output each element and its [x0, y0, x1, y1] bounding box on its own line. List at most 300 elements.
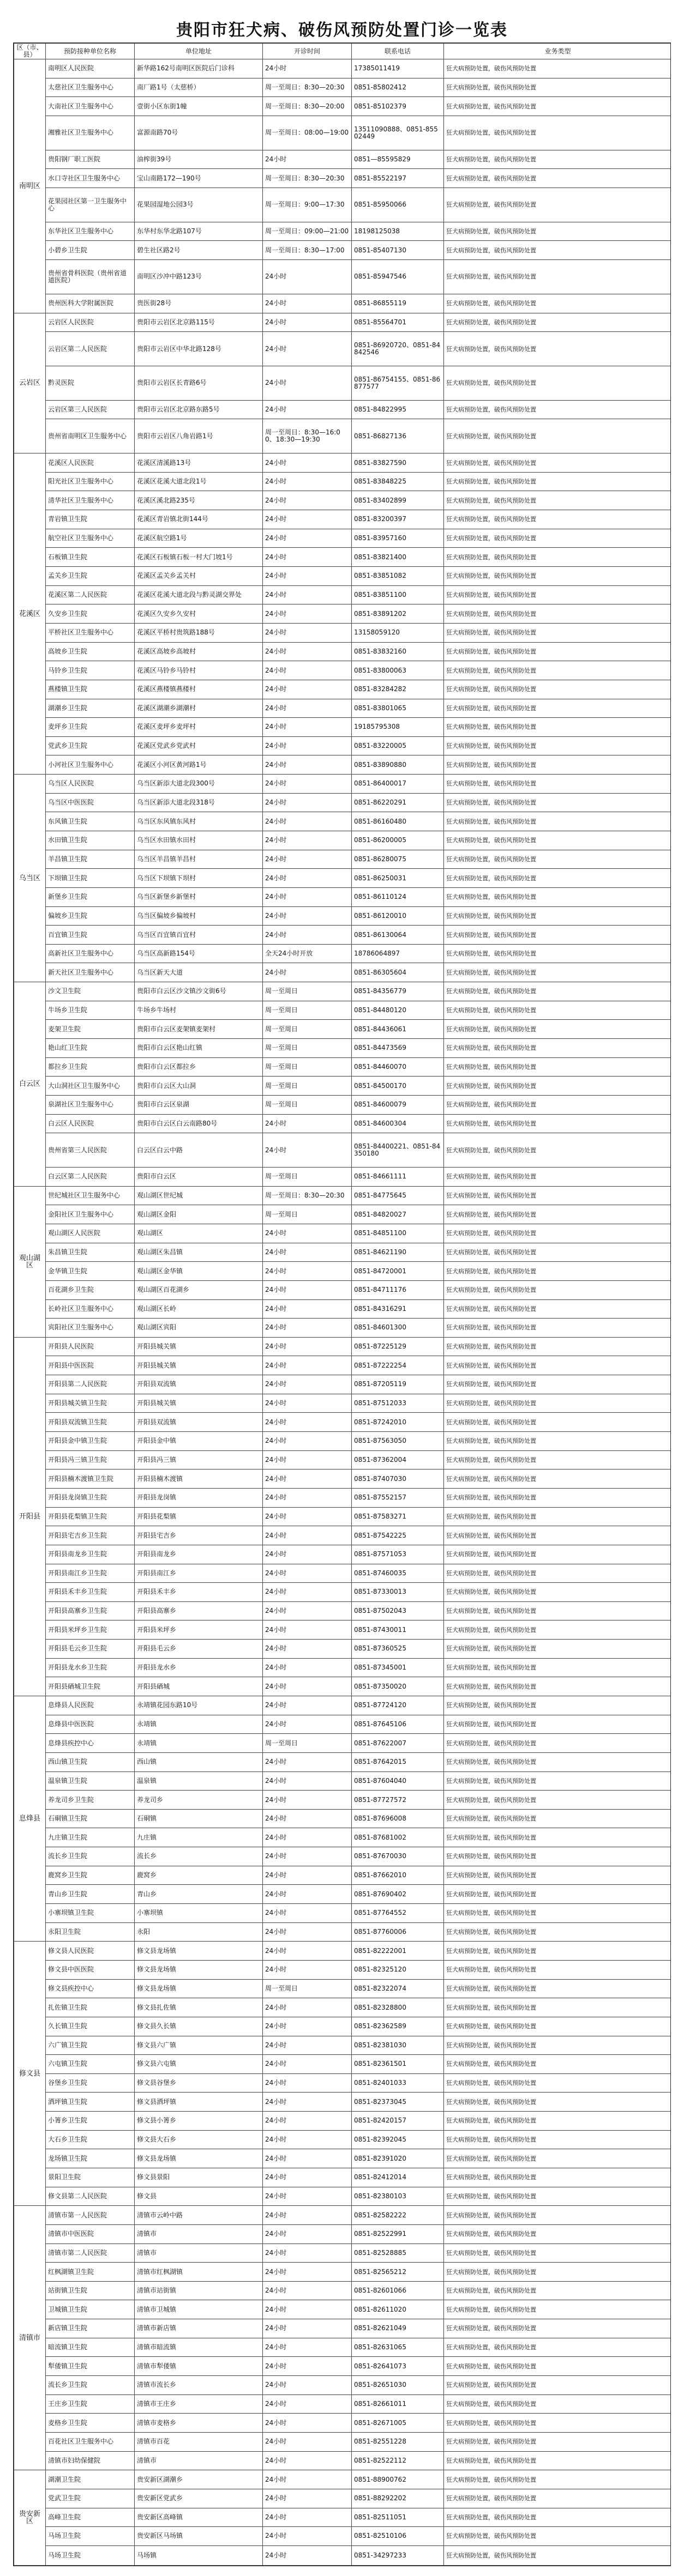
cell-address: 修文县景阳: [135, 2168, 263, 2187]
cell-open-hours: 全天24小时开放: [263, 944, 352, 963]
table-row: [14, 963, 671, 982]
cell-phone: 0851-84822995: [352, 400, 444, 419]
table-row: [14, 718, 671, 737]
cell-phone: 0851-87760006: [352, 1922, 444, 1942]
cell-address: 南厂路1号（太慈桥）: [135, 78, 263, 97]
cell-service-type: 狂犬病预防处置，破伤风预防处置: [444, 812, 671, 831]
cell-open-hours: 24小时: [263, 294, 352, 313]
cell-unit-name: 麦格乡卫生院: [46, 2414, 135, 2433]
table-row: [14, 1168, 671, 1187]
cell-phone: 0851-83827590: [352, 453, 444, 473]
cell-service-type: 狂犬病预防处置，破伤风预防处置: [444, 2224, 671, 2244]
cell-unit-name: 观山湖区人民医院: [46, 1224, 135, 1243]
cell-unit-name: 青山乡卫生院: [46, 1885, 135, 1904]
cell-address: 乌当区东风镇东风村: [135, 812, 263, 831]
cell-open-hours: 24小时: [263, 775, 352, 794]
table-row: [14, 1526, 671, 1545]
cell-open-hours: 周一至周日: [263, 982, 352, 1001]
cell-unit-name: 开阳县楠木渡镇卫生院: [46, 1470, 135, 1489]
cell-open-hours: 24小时: [263, 718, 352, 737]
table-row: [14, 2281, 671, 2300]
cell-open-hours: 24小时: [263, 2168, 352, 2187]
cell-unit-name: 开阳县龙水乡卫生院: [46, 1658, 135, 1677]
cell-unit-name: 养龙司乡卫生院: [46, 1791, 135, 1810]
cell-unit-name: 站街镇卫生院: [46, 2281, 135, 2300]
cell-service-type: 狂犬病预防处置，破伤风预防处置: [444, 1356, 671, 1375]
cell-service-type: 狂犬病预防处置，破伤风预防处置: [444, 59, 671, 78]
cell-open-hours: 24小时: [263, 2338, 352, 2357]
cell-open-hours: 24小时: [263, 2055, 352, 2074]
cell-address: 小寨坝镇: [135, 1904, 263, 1923]
cell-phone: 0851-82362589: [352, 2017, 444, 2036]
cell-service-type: 狂犬病预防处置，破伤风预防处置: [444, 1057, 671, 1077]
cell-open-hours: 24小时: [263, 1133, 352, 1168]
cell-open-hours: 24小时: [263, 585, 352, 604]
table-row: [14, 2300, 671, 2319]
cell-unit-name: 开阳县毛云乡卫生院: [46, 1640, 135, 1659]
table-row: [14, 2357, 671, 2376]
cell-unit-name: 高峰卫生院: [46, 2508, 135, 2527]
cell-phone: 0851-82551228: [352, 2432, 444, 2451]
cell-phone: 0851-86920720、0851-84842546: [352, 332, 444, 366]
cell-address: 开阳县金中镇: [135, 1432, 263, 1451]
cell-address: 贵阳市白云区大山洞: [135, 1077, 263, 1096]
cell-address: 观山湖区金华镇: [135, 1262, 263, 1281]
cell-address: 永靖镇花园东路10号: [135, 1696, 263, 1715]
table-row: [14, 1095, 671, 1114]
cell-service-type: 狂犬病预防处置，破伤风预防处置: [444, 2319, 671, 2338]
cell-address: 贵阳市云岩区中华北路128号: [135, 332, 263, 366]
cell-open-hours: 24小时: [263, 2187, 352, 2206]
cell-service-type: 狂犬病预防处置，破伤风预防处置: [444, 926, 671, 945]
cell-open-hours: 24小时: [263, 2527, 352, 2546]
cell-address: 开阳县楠木渡镇: [135, 1470, 263, 1489]
cell-open-hours: 24小时: [263, 2394, 352, 2414]
cell-address: 开阳县城关镇: [135, 1356, 263, 1375]
cell-address: 乌当区偏坡乡偏坡村: [135, 906, 263, 926]
cell-address: 永靖镇: [135, 1715, 263, 1734]
cell-address: 白云区白云中路: [135, 1133, 263, 1168]
cell-unit-name: 白云区人民医院: [46, 1114, 135, 1133]
cell-address: 开阳县硒城: [135, 1677, 263, 1696]
table-row: [14, 116, 671, 150]
cell-phone: 0851-87430011: [352, 1620, 444, 1640]
cell-phone: 0851-84356779: [352, 982, 444, 1001]
cell-open-hours: 24小时: [263, 1696, 352, 1715]
cell-service-type: 狂犬病预防处置，破伤风预防处置: [444, 2093, 671, 2112]
cell-phone: 0851-82392045: [352, 2130, 444, 2149]
cell-unit-name: 息烽县疾控中心: [46, 1734, 135, 1753]
cell-phone: 0851-85522197: [352, 169, 444, 188]
cell-unit-name: 开阳县宅吉乡卫生院: [46, 1526, 135, 1545]
cell-phone: 0851-84775645: [352, 1186, 444, 1205]
cell-address: 花溪区麦坪乡麦坪村: [135, 718, 263, 737]
cell-unit-name: 开阳县龙岗镇卫生院: [46, 1488, 135, 1507]
table-row: [14, 2093, 671, 2112]
table-row: [14, 944, 671, 963]
table-row: [14, 241, 671, 260]
cell-open-hours: 24小时: [263, 1620, 352, 1640]
cell-service-type: 狂犬病预防处置，破伤风预防处置: [444, 1432, 671, 1451]
cell-unit-name: 百花湖乡卫生院: [46, 1280, 135, 1299]
table-row: [14, 169, 671, 188]
table-row: [14, 1020, 671, 1039]
table-row: [14, 2206, 671, 2225]
cell-open-hours: 24小时: [263, 491, 352, 510]
cell-service-type: 狂犬病预防处置，破伤风预防处置: [444, 718, 671, 737]
table-row: [14, 1205, 671, 1224]
cell-address: 修文县六广镇: [135, 2036, 263, 2055]
header-unit-name: 预防接种单位名称: [46, 44, 135, 59]
table-row: [14, 1114, 671, 1133]
cell-open-hours: 24小时: [263, 313, 352, 332]
cell-unit-name: 党武乡卫生院: [46, 736, 135, 755]
cell-address: 修文县小箐乡: [135, 2112, 263, 2131]
cell-address: 石硐镇: [135, 1809, 263, 1828]
cell-open-hours: 24小时: [263, 332, 352, 366]
cell-open-hours: 周一至周日: [263, 1001, 352, 1020]
cell-address: 开阳县高寨乡: [135, 1601, 263, 1620]
cell-open-hours: 24小时: [263, 604, 352, 624]
cell-service-type: 狂犬病预防处置，破伤风预防处置: [444, 1095, 671, 1114]
cell-unit-name: 乌当区中医医院: [46, 793, 135, 812]
cell-address: 永阳: [135, 1922, 263, 1942]
cell-phone: 0851-84480120: [352, 1001, 444, 1020]
cell-phone: 0851-82380103: [352, 2187, 444, 2206]
table-row: [14, 419, 671, 453]
cell-open-hours: 24小时: [263, 529, 352, 548]
cell-unit-name: 修文县中医医院: [46, 1960, 135, 1979]
table-row: [14, 623, 671, 642]
table-row: [14, 472, 671, 491]
cell-address: 开阳县禾丰乡: [135, 1583, 263, 1602]
cell-address: 乌当区新添大道北段300号: [135, 775, 263, 794]
table-row: [14, 491, 671, 510]
cell-phone: 0851-82631065: [352, 2338, 444, 2357]
cell-unit-name: 青岩镇卫生院: [46, 510, 135, 529]
table-row: [14, 1337, 671, 1356]
cell-open-hours: 周一至周日: [263, 1734, 352, 1753]
cell-unit-name: 羊昌镇卫生院: [46, 850, 135, 869]
cell-address: 乌当区新添大道北段318号: [135, 793, 263, 812]
cell-open-hours: 24小时: [263, 1488, 352, 1507]
cell-address: 花溪区清溪路13号: [135, 453, 263, 473]
cell-unit-name: 开阳县米坪乡卫生院: [46, 1620, 135, 1640]
cell-unit-name: 水田镇卫生院: [46, 831, 135, 850]
cell-unit-name: 偏坡乡卫生院: [46, 906, 135, 926]
cell-phone: 0851-86250031: [352, 869, 444, 888]
cell-address: 花溪区湖潮乡湖潮村: [135, 699, 263, 718]
cell-phone: 0851-87727572: [352, 1791, 444, 1810]
cell-open-hours: 24小时: [263, 1922, 352, 1942]
cell-service-type: 狂犬病预防处置，破伤风预防处置: [444, 1507, 671, 1526]
cell-unit-name: 流长乡卫生院: [46, 1847, 135, 1866]
cell-unit-name: 景阳卫生院: [46, 2168, 135, 2187]
cell-unit-name: 鹿窝乡卫生院: [46, 1866, 135, 1885]
cell-open-hours: 24小时: [263, 1337, 352, 1356]
cell-service-type: 狂犬病预防处置，破伤风预防处置: [444, 97, 671, 116]
cell-phone: 0851-86827136: [352, 419, 444, 453]
cell-open-hours: 24小时: [263, 1771, 352, 1791]
cell-address: 花溪区党武乡党武村: [135, 736, 263, 755]
cell-unit-name: 开阳县南龙乡卫生院: [46, 1545, 135, 1564]
cell-address: 贵阳市白云区沙文镇沙文街6号: [135, 982, 263, 1001]
cell-address: 贵阳市白云区: [135, 1168, 263, 1187]
cell-open-hours: 24小时: [263, 2489, 352, 2508]
cell-unit-name: 犁倭镇卫生院: [46, 2357, 135, 2376]
cell-unit-name: 清镇市中医医院: [46, 2224, 135, 2244]
cell-unit-name: 百宜镇卫生院: [46, 926, 135, 945]
cell-address: 花溪区久安乡久安村: [135, 604, 263, 624]
cell-open-hours: 周一至周日: [263, 1979, 352, 1998]
cell-service-type: 狂犬病预防处置，破伤风预防处置: [444, 1715, 671, 1734]
table-row: [14, 1432, 671, 1451]
table-row: [14, 59, 671, 78]
cell-service-type: 狂犬病预防处置，破伤风预防处置: [444, 1904, 671, 1923]
cell-phone: 0851-84500170: [352, 1077, 444, 1096]
cell-phone: 0851-84621190: [352, 1243, 444, 1262]
table-row: [14, 2376, 671, 2395]
table-row: [14, 1715, 671, 1734]
cell-address: 清镇市王庄乡: [135, 2394, 263, 2414]
cell-address: 油榨街39号: [135, 150, 263, 169]
cell-address: 开阳县毛云乡: [135, 1640, 263, 1659]
table-row: [14, 2394, 671, 2414]
cell-service-type: 狂犬病预防处置，破伤风预防处置: [444, 1979, 671, 1998]
cell-unit-name: 南明区人民医院: [46, 59, 135, 78]
cell-open-hours: 24小时: [263, 366, 352, 400]
cell-open-hours: 24小时: [263, 2432, 352, 2451]
cell-phone: 0851-87460035: [352, 1564, 444, 1583]
table-row: [14, 2489, 671, 2508]
cell-service-type: 狂犬病预防处置，破伤风预防处置: [444, 1470, 671, 1489]
table-row: [14, 850, 671, 869]
cell-service-type: 狂犬病预防处置，破伤风预防处置: [444, 1186, 671, 1205]
table-row: [14, 260, 671, 294]
cell-address: 贵阳市白云区都拉乡: [135, 1057, 263, 1077]
cell-service-type: 狂犬病预防处置，破伤风预防处置: [444, 188, 671, 222]
cell-address: 乌当区水田镇水田村: [135, 831, 263, 850]
table-row: [14, 793, 671, 812]
table-row: [14, 1979, 671, 1998]
cell-address: 乌当区羊昌镇羊昌村: [135, 850, 263, 869]
cell-open-hours: 24小时: [263, 1904, 352, 1923]
cell-service-type: 狂犬病预防处置，破伤风预防处置: [444, 1262, 671, 1281]
cell-phone: 0851-87225129: [352, 1337, 444, 1356]
cell-phone: 0851-87696008: [352, 1809, 444, 1828]
cell-open-hours: 周一至周日：8:30—20:00: [263, 97, 352, 116]
cell-address: 东华村东华北路107号: [135, 222, 263, 241]
cell-unit-name: 贵州省骨科医院（贵州省道道医院）: [46, 260, 135, 294]
table-row: [14, 2017, 671, 2036]
cell-unit-name: 燕楼镇卫生院: [46, 680, 135, 699]
cell-open-hours: 周一至周日：08:00—19:00: [263, 116, 352, 150]
cell-open-hours: 24小时: [263, 2017, 352, 2036]
cell-unit-name: 龙场镇卫生院: [46, 2149, 135, 2168]
table-row: [14, 150, 671, 169]
cell-phone: 0851-86855119: [352, 294, 444, 313]
cell-open-hours: 24小时: [263, 926, 352, 945]
cell-phone: 13158059120: [352, 623, 444, 642]
cell-phone: 0851-87622007: [352, 1734, 444, 1753]
cell-district: 白云区: [14, 982, 46, 1187]
cell-address: 修文县谷堡乡: [135, 2073, 263, 2093]
cell-service-type: 狂犬病预防处置，破伤风预防处置: [444, 453, 671, 473]
table-row: [14, 1133, 671, 1168]
cell-open-hours: 24小时: [263, 2149, 352, 2168]
cell-open-hours: 24小时: [263, 1564, 352, 1583]
cell-address: 花溪区孟关乡孟关村: [135, 567, 263, 586]
table-row: [14, 1866, 671, 1885]
cell-phone: 0851-83891202: [352, 604, 444, 624]
table-row: [14, 2187, 671, 2206]
cell-service-type: 狂犬病预防处置，破伤风预防处置: [444, 1224, 671, 1243]
cell-service-type: 狂犬病预防处置，破伤风预防处置: [444, 1077, 671, 1096]
cell-open-hours: 24小时: [263, 1658, 352, 1677]
cell-service-type: 狂犬病预防处置，破伤风预防处置: [444, 1488, 671, 1507]
cell-unit-name: 东华社区卫生服务中心: [46, 222, 135, 241]
cell-open-hours: 24小时: [263, 1114, 352, 1133]
table-row: [14, 2338, 671, 2357]
cell-unit-name: 麦架卫生院: [46, 1020, 135, 1039]
table-row: [14, 887, 671, 906]
cell-service-type: 狂犬病预防处置，破伤风预防处置: [444, 1114, 671, 1133]
cell-phone: 0851-85564701: [352, 313, 444, 332]
cell-address: 清镇市站街镇: [135, 2281, 263, 2300]
cell-service-type: 狂犬病预防处置，破伤风预防处置: [444, 2357, 671, 2376]
cell-service-type: 狂犬病预防处置，破伤风预防处置: [444, 1601, 671, 1620]
cell-open-hours: 24小时: [263, 2112, 352, 2131]
cell-open-hours: 24小时: [263, 1413, 352, 1432]
cell-service-type: 狂犬病预防处置，破伤风预防处置: [444, 2244, 671, 2263]
cell-open-hours: 24小时: [263, 1243, 352, 1262]
cell-service-type: 狂犬病预防处置，破伤风预防处置: [444, 2300, 671, 2319]
cell-service-type: 狂犬病预防处置，破伤风预防处置: [444, 1885, 671, 1904]
cell-unit-name: 朱昌镇卫生院: [46, 1243, 135, 1262]
cell-address: 花溪区高坡乡高坡村: [135, 642, 263, 661]
cell-address: 开阳县城关镇: [135, 1337, 263, 1356]
cell-unit-name: 长岭社区卫生服务中心: [46, 1299, 135, 1319]
table-row: [14, 869, 671, 888]
cell-open-hours: 周一至周日: [263, 1077, 352, 1096]
cell-address: 观山湖区百花湖乡: [135, 1280, 263, 1299]
cell-unit-name: 百花社区卫生服务中心: [46, 2432, 135, 2451]
cell-address: 乌当区下坝镇下坝村: [135, 869, 263, 888]
cell-unit-name: 贵州省南明区卫生服务中心: [46, 419, 135, 453]
cell-phone: 0851-83851100: [352, 585, 444, 604]
header-phone: 联系电话: [352, 44, 444, 59]
cell-unit-name: 久安乡卫生院: [46, 604, 135, 624]
table-row: [14, 2149, 671, 2168]
table-row: [14, 1507, 671, 1526]
cell-service-type: 狂犬病预防处置，破伤风预防处置: [444, 1020, 671, 1039]
cell-phone: 0851-86280075: [352, 850, 444, 869]
cell-open-hours: 24小时: [263, 2130, 352, 2149]
table-row: [14, 1696, 671, 1715]
cell-address: 开阳县龙岗镇: [135, 1488, 263, 1507]
table-row: [14, 2130, 671, 2149]
cell-service-type: 狂犬病预防处置，破伤风预防处置: [444, 1299, 671, 1319]
cell-open-hours: 24小时: [263, 1432, 352, 1451]
cell-address: 乌当区新天大道: [135, 963, 263, 982]
cell-unit-name: 石硐镇卫生院: [46, 1809, 135, 1828]
cell-service-type: 狂犬病预防处置，破伤风预防处置: [444, 1526, 671, 1545]
cell-open-hours: 24小时: [263, 1677, 352, 1696]
cell-phone: 0851-87362004: [352, 1450, 444, 1470]
cell-unit-name: 修文县第二人民医院: [46, 2187, 135, 2206]
cell-phone: 0851-87690402: [352, 1885, 444, 1904]
cell-open-hours: 周一至周日：09:00—21:00: [263, 222, 352, 241]
cell-open-hours: 24小时: [263, 1545, 352, 1564]
cell-open-hours: 24小时: [263, 2073, 352, 2093]
cell-unit-name: 扎佐镇卫生院: [46, 1998, 135, 2017]
cell-service-type: 狂犬病预防处置，破伤风预防处置: [444, 222, 671, 241]
table-row: [14, 1545, 671, 1564]
cell-unit-name: 清镇市第二人民医院: [46, 2244, 135, 2263]
cell-phone: 0851-84820027: [352, 1205, 444, 1224]
table-row: [14, 699, 671, 718]
cell-service-type: 狂犬病预防处置，破伤风预防处置: [444, 2206, 671, 2225]
cell-service-type: 狂犬病预防处置，破伤风预防处置: [444, 150, 671, 169]
cell-phone: 0851-87642015: [352, 1752, 444, 1771]
cell-phone: 0851-86220291: [352, 793, 444, 812]
cell-service-type: 狂犬病预防处置，破伤风预防处置: [444, 2451, 671, 2470]
cell-address: 贵医街28号: [135, 294, 263, 313]
header-open-hours: 开诊时间: [263, 44, 352, 59]
cell-phone: 0851-86120010: [352, 906, 444, 926]
cell-address: 南明区沙冲中路123号: [135, 260, 263, 294]
cell-open-hours: 24小时: [263, 1828, 352, 1847]
cell-open-hours: 周一至周日：8:30—20:30: [263, 78, 352, 97]
cell-open-hours: 24小时: [263, 1299, 352, 1319]
cell-phone: 0851-87563050: [352, 1432, 444, 1451]
table-row: [14, 1922, 671, 1942]
cell-service-type: 狂犬病预防处置，破伤风预防处置: [444, 1243, 671, 1262]
cell-phone: 0851-82373045: [352, 2093, 444, 2112]
cell-district: 贵安新区: [14, 2470, 46, 2566]
table-row: [14, 1394, 671, 1413]
table-row: [14, 1224, 671, 1243]
cell-service-type: 狂犬病预防处置，破伤风预防处置: [444, 982, 671, 1001]
cell-service-type: 狂犬病预防处置，破伤风预防处置: [444, 2281, 671, 2300]
cell-unit-name: 修文县疾控中心: [46, 1979, 135, 1998]
cell-open-hours: 24小时: [263, 623, 352, 642]
cell-address: 马场镇: [135, 2545, 263, 2565]
cell-service-type: 狂犬病预防处置，破伤风预防处置: [444, 2545, 671, 2565]
cell-phone: 0851-82420157: [352, 2112, 444, 2131]
cell-phone: 18786064897: [352, 944, 444, 963]
cell-address: 清镇市红枫湖镇: [135, 2263, 263, 2282]
cell-phone: 0851-86200005: [352, 831, 444, 850]
cell-phone: 0851-82661011: [352, 2394, 444, 2414]
cell-service-type: 狂犬病预防处置，破伤风预防处置: [444, 2263, 671, 2282]
cell-unit-name: 高坡乡卫生院: [46, 642, 135, 661]
cell-phone: 0851-88292202: [352, 2489, 444, 2508]
cell-open-hours: 24小时: [263, 2508, 352, 2527]
cell-service-type: 狂犬病预防处置，破伤风预防处置: [444, 1658, 671, 1677]
cell-address: 清镇市暗流镇: [135, 2338, 263, 2357]
cell-open-hours: 24小时: [263, 1526, 352, 1545]
cell-service-type: 狂犬病预防处置，破伤风预防处置: [444, 529, 671, 548]
cell-address: 修文县六屯镇: [135, 2055, 263, 2074]
page-title: 贵阳市狂犬病、破伤风预防处置门诊一览表: [176, 21, 508, 40]
cell-service-type: 狂犬病预防处置，破伤风预防处置: [444, 169, 671, 188]
cell-service-type: 狂犬病预防处置，破伤风预防处置: [444, 1696, 671, 1715]
cell-unit-name: 花果园社区第一卫生服务中心: [46, 188, 135, 222]
cell-open-hours: 24小时: [263, 1715, 352, 1734]
cell-unit-name: 云岩区人民医院: [46, 313, 135, 332]
cell-unit-name: 马场卫生院: [46, 2545, 135, 2565]
